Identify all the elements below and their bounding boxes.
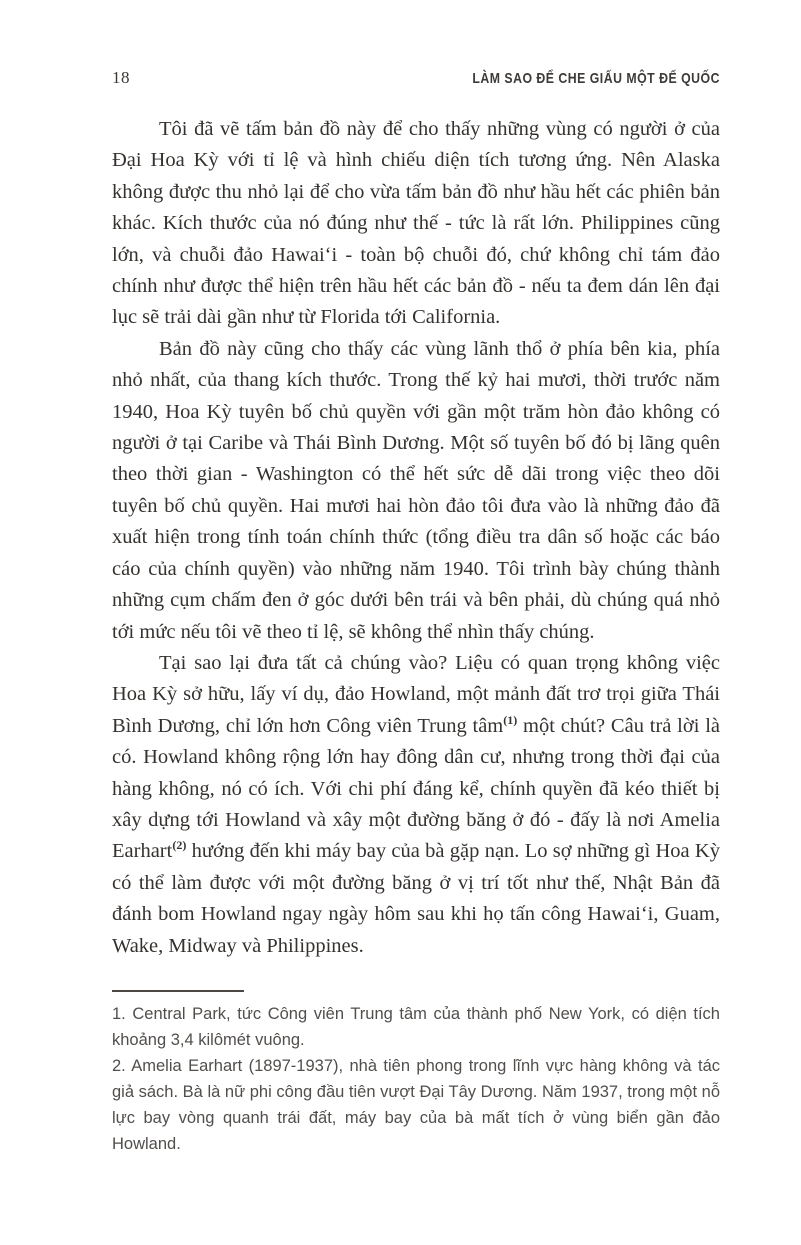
footnotes-section	[112, 990, 720, 1157]
paragraph-2: Bản đồ này cũng cho thấy các vùng lãnh thổ ở phía bên kia, phía nhỏ nhất, của thang kích thước. Trong thế kỷ hai mươi, thời trước năm 1940, Hoa Kỳ tuyên bố chủ quyền với gần một trăm hòn đảo không có người ở tại Caribe và Thái Bình Dương. Một số tuyên bố đó bị lãng quên theo thời gian - Washington có thể hết sức dễ dãi trong việc theo dõi tuyên bố chủ quyền. Hai mươi hai hòn đảo tôi đưa vào là những đảo đã xuất hiện trong tính toán chính thức (tổng điều tra dân số hoặc các báo cáo của chính quyền) vào những năm 1940. Tôi trình bày chúng thành những cụm chấm đen ở góc dưới bên trái và bên phải, dù chúng quá nhỏ tới mức nếu tôi vẽ theo tỉ lệ, sẽ không thể nhìn thấy chúng.	[112, 337, 720, 643]
footnote-ref-marker: (2)	[172, 838, 187, 853]
footnote-ref-marker: (1)	[503, 712, 518, 727]
page-number: 18	[112, 68, 130, 87]
running-title: LÀM SAO ĐỂ CHE GIẤU MỘT ĐẾ QUỐC	[472, 70, 720, 87]
running-header	[112, 68, 720, 88]
footnote-2: 2. Amelia Earhart (1897-1937), nhà tiên phong trong lĩnh vực hàng không và tác giả sách. Bà là nữ phi công đầu tiên vượt Đại Tây Dương. Năm 1937, trong một nỗ lực bay vòng quanh trái đất, máy bay của bà mất tích ở vùng biển gần đảo Howland.	[112, 1056, 720, 1153]
paragraph-3: Tại sao lại đưa tất cả chúng vào? Liệu có quan trọng không việc Hoa Kỳ sở hữu, lấy ví dụ, đảo Howland, một mảnh đất trơ trọi giữa Thái Bình Dương, chỉ lớn hơn Công viên Trung tâm$^{(1)}$ một chút? Câu trả lời là có. Howland không rộng lớn hay đông dân cư, nhưng trong thời đại của hàng không, nó có ích. Với chi phí đáng kể, chính quyền đã kéo thiết bị xây dựng tới Howland và xây một đường băng ở đó - đấy là nơi Amelia Earhart$^{(2)}$ hướng đến khi máy bay của bà gặp nạn. Lo sợ những gì Hoa Kỳ có thể làm được với một đường băng ở vị trí tốt như thế, Nhật Bản đã đánh bom Howland ngay ngày hôm sau khi họ tấn công Hawai‘i, Guam, Wake, Midway và Philippines.	[112, 651, 720, 957]
footnote-1: 1. Central Park, tức Công viên Trung tâm của thành phố New York, có diện tích khoảng 3,4 kilômét vuông.	[112, 1004, 720, 1049]
body-text	[112, 114, 720, 962]
paragraph-1: Tôi đã vẽ tấm bản đồ này để cho thấy những vùng có người ở của Đại Hoa Kỳ với tỉ lệ và hình chiếu diện tích tương ứng. Nên Alaska không được thu nhỏ lại để cho vừa tấm bản đồ như hầu hết các phiên bản khác. Kích thước của nó đúng như thế - tức là rất lớn. Philippines cũng lớn, và chuỗi đảo Hawai‘i - toàn bộ chuỗi đó, chứ không chỉ tám đảo chính như được thể hiện trên hầu hết các bản đồ - nếu ta đem dán lên đại lục sẽ trải dài gần như từ Florida tới California.	[112, 118, 720, 329]
footnote-separator-rule	[112, 990, 244, 992]
